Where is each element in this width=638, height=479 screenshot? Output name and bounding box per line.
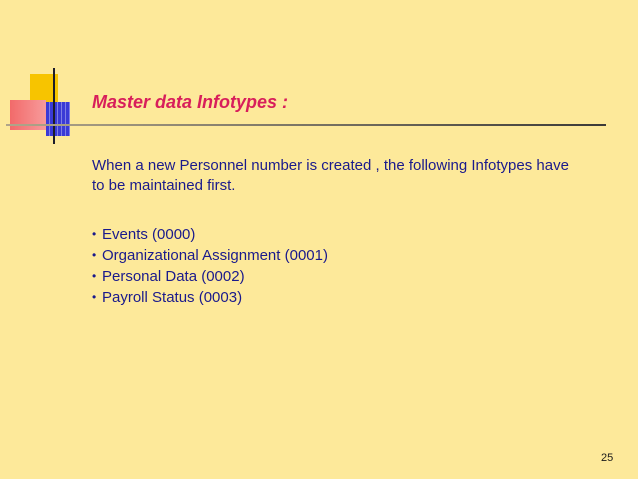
bullet-list [92,224,328,308]
bullet-item [92,245,328,266]
decorative-blue-stripes [46,102,70,136]
bullet-item [92,266,328,287]
bullet-text: Events (0000) [102,226,196,243]
page-number: 25 [601,452,614,464]
intro-text: When a new Personnel number is created , the following Infotypes have to be maintained first. [92,157,569,194]
bullet-icon: • [92,290,97,304]
bullet-item [92,224,328,245]
bullet-text: Organizational Assignment (0001) [102,247,328,264]
bullet-icon: • [92,227,97,241]
title-underline [6,124,606,126]
bullet-text: Personal Data (0002) [102,268,245,285]
decorative-vertical-line [53,68,55,144]
bullet-icon: • [92,248,97,262]
bullet-item [92,287,328,308]
bullet-icon: • [92,269,97,283]
bullet-text: Payroll Status (0003) [102,289,243,306]
slide-title: Master data Infotypes : [92,92,289,112]
